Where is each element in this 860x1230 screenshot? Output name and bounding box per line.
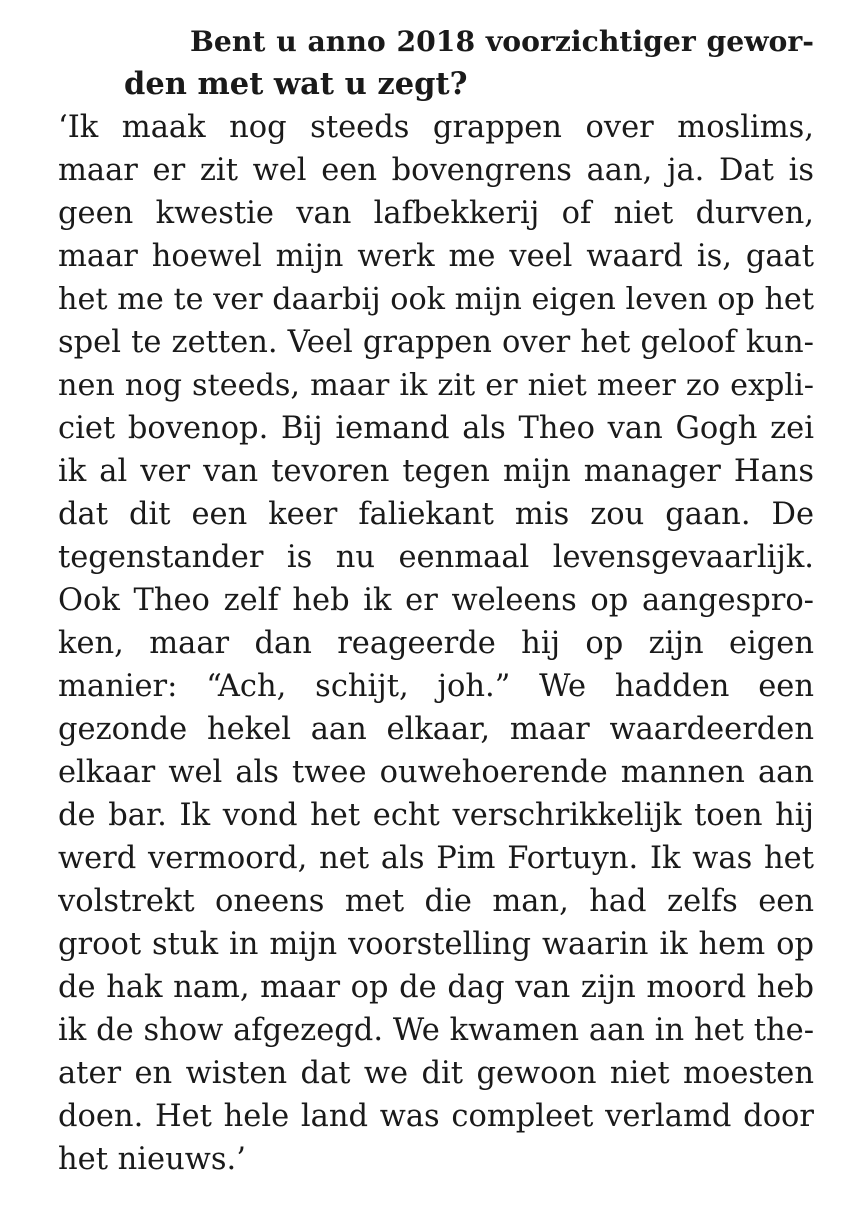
answer-line: gezonde hekel aan elkaar, maar waardeerden — [58, 712, 814, 747]
answer-line: tegenstander is nu eenmaal levensgevaarlijk. — [58, 540, 814, 575]
answer-line: maar hoewel mijn werk me veel waard is, gaat — [58, 239, 814, 274]
answer-line: werd vermoord, net als Pim Fortuyn. Ik was het — [58, 841, 814, 876]
answer-line: nen nog steeds, maar ik zit er niet meer zo expli- — [58, 368, 814, 403]
interview-question — [58, 20, 814, 106]
answer-line: doen. Het hele land was compleet verlamd door — [58, 1099, 814, 1134]
answer-line: Ook Theo zelf heb ik er weleens op aangespro- — [58, 583, 814, 618]
answer-line: ciet bovenop. Bij iemand als Theo van Gogh zei — [58, 411, 814, 446]
answer-line: dat dit een keer faliekant mis zou gaan. De — [58, 497, 814, 532]
question-line: Bent u anno 2018 voorzichtiger gewor- — [190, 24, 814, 58]
article-body — [58, 20, 814, 1181]
answer-line: ater en wisten dat we dit gewoon niet moesten — [58, 1056, 814, 1091]
answer-line: ik al ver van tevoren tegen mijn manager Hans — [58, 454, 814, 489]
answer-line: de bar. Ik vond het echt verschrikkelijk toen hij — [58, 798, 814, 833]
answer-line: ik de show afgezegd. We kwamen aan in het the- — [58, 1013, 814, 1048]
answer-line: geen kwestie van lafbekkerij of niet durven, — [58, 196, 814, 231]
answer-line: manier: “Ach, schijt, joh.” We hadden een — [58, 669, 814, 704]
answer-line: de hak nam, maar op de dag van zijn moord heb — [58, 970, 814, 1005]
answer-line: volstrekt oneens met die man, had zelfs een — [58, 884, 814, 919]
answer-line: ‘Ik maak nog steeds grappen over moslims, — [58, 110, 814, 145]
interview-answer — [58, 106, 814, 1181]
answer-line: het nieuws.’ — [58, 1142, 246, 1177]
answer-line: elkaar wel als twee ouwehoerende mannen aan — [58, 755, 814, 790]
answer-line: ken, maar dan reageerde hij op zijn eigen — [58, 626, 814, 661]
answer-line: het me te ver daarbij ook mijn eigen leven op het — [58, 282, 814, 317]
answer-line: groot stuk in mijn voorstelling waarin ik hem op — [58, 927, 814, 962]
answer-line: spel te zetten. Veel grappen over het geloof kun- — [58, 325, 814, 360]
question-line: den met wat u zegt? — [124, 66, 468, 102]
answer-line: maar er zit wel een bovengrens aan, ja. Dat is — [58, 153, 814, 188]
